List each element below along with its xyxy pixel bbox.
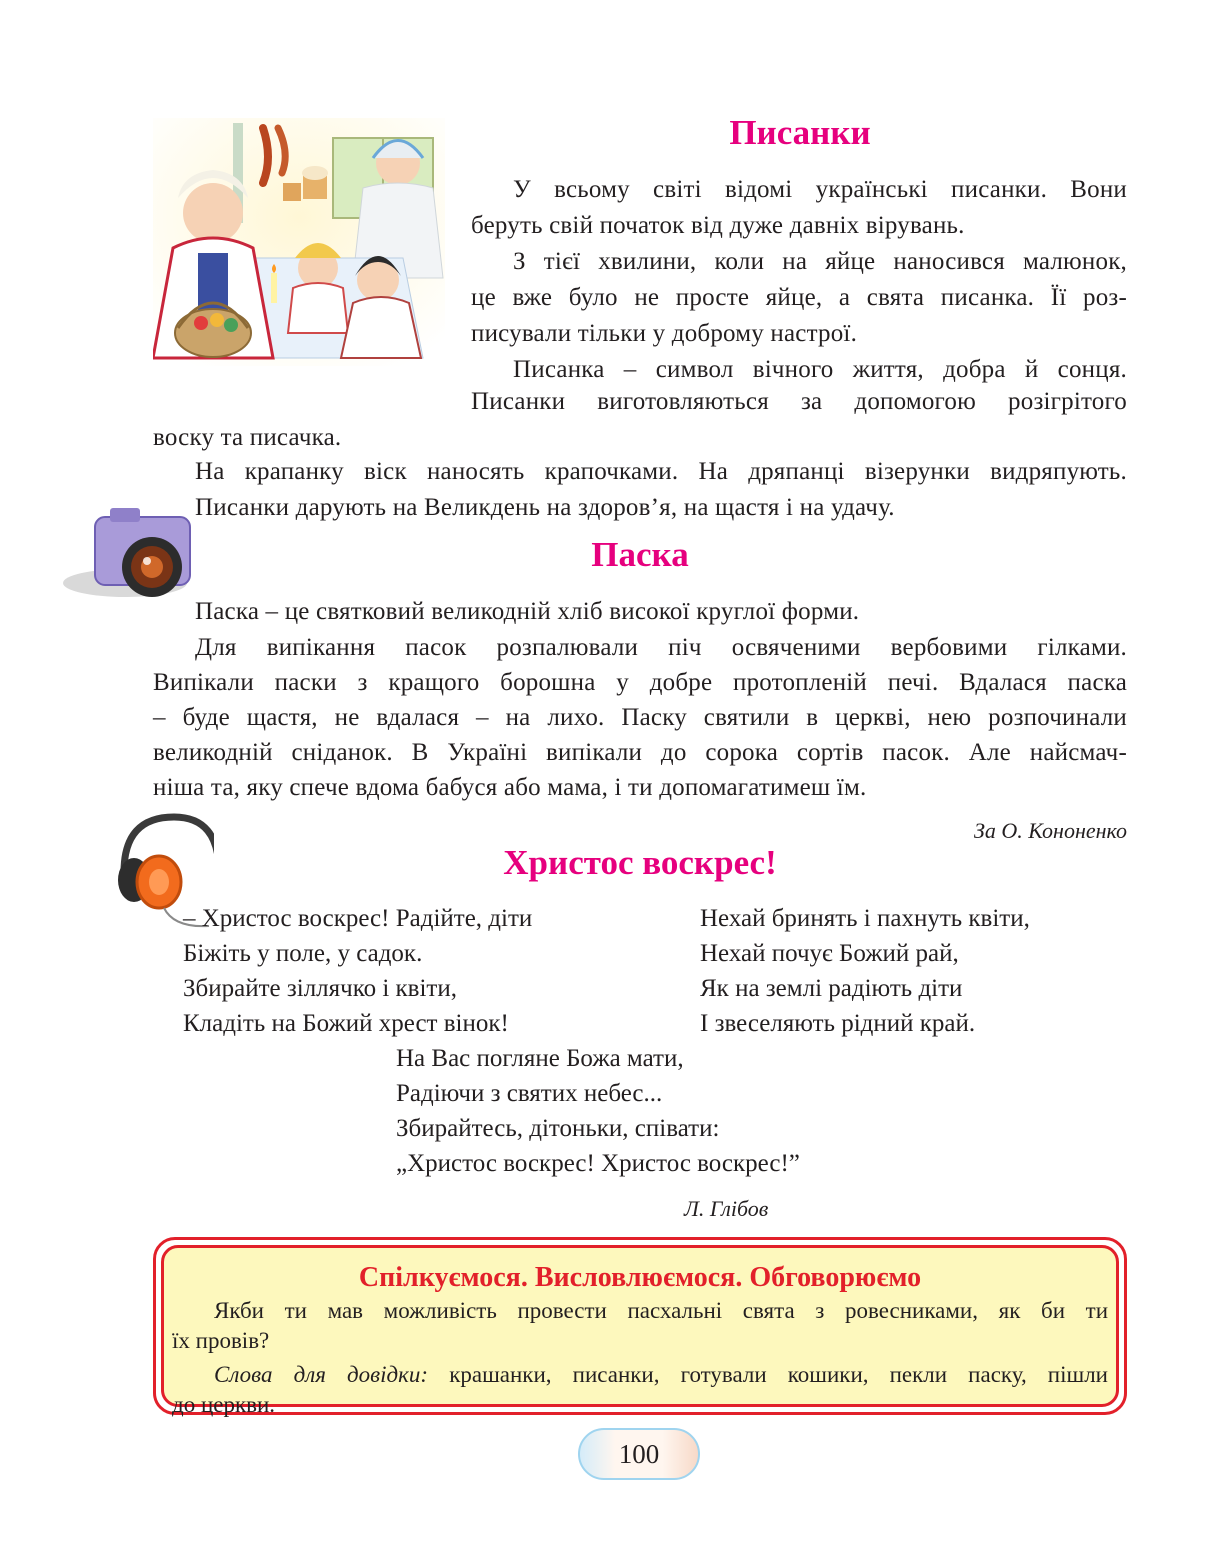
author-kononenko: За О. Кононенко <box>973 818 1127 843</box>
discussion-box <box>153 1237 1127 1415</box>
paragraph-line: воску та писачка. <box>153 424 342 451</box>
poem-line: Нехай почує Божий рай, <box>700 940 959 967</box>
discussion-hint <box>172 1360 1108 1420</box>
paragraph-line: ніша та, яку спече вдома бабуся або мама, і ти допомагатимеш їм. <box>153 774 867 801</box>
poem-line: Нехай бринять і пахнуть квіти, <box>700 905 1030 932</box>
discussion-question-line1: Якби ти мав можливість провести пасхальні свята з ровесниками, як би ти <box>214 1298 1108 1323</box>
section-title-pysanky: Писанки <box>729 113 871 152</box>
paragraph-line: Паска – це святковий великодній хліб високої круглої форми. <box>195 598 860 625</box>
paragraph-line: Для випікання пасок розпалювали піч освяченими вербовими гілками. <box>195 634 1127 661</box>
section-title-poem: Христос воскрес! <box>503 843 777 882</box>
paragraph-line: беруть свій початок від дуже давніх вірувань. <box>471 212 965 239</box>
poem-line: Збирайте зіллячко і квіти, <box>183 975 457 1002</box>
poem-line: Збирайтесь, дітоньки, співати: <box>396 1115 720 1142</box>
poem-line: На Вас погляне Божа мати, <box>396 1045 684 1072</box>
poem-line: Радіючи з святих небес... <box>396 1080 663 1107</box>
paragraph-line: Писанки дарують на Великдень на здоров’я, на щастя і на удачу. <box>195 494 895 521</box>
poem-line: „Христос воскрес! Христос воскрес!” <box>396 1150 800 1177</box>
poem-line: Кладіть на Божий хрест вінок! <box>183 1010 509 1037</box>
discussion-hint-line1 <box>172 1360 1108 1390</box>
poem-line: І звеселяють рідний край. <box>700 1010 976 1037</box>
paragraph-line: Писанка – символ вічного життя, добра й сонця. <box>513 356 1127 383</box>
hint-words: крашанки, писанки, готували кошики, пекли паску, пішли <box>428 1362 1108 1387</box>
paragraph-line: великодній сніданок. В Україні випікали до сорока сортів пасок. Але найсмач- <box>153 739 1127 766</box>
page-number: 100 <box>578 1428 700 1480</box>
discussion-box-inner <box>161 1245 1119 1417</box>
poem-line: Біжіть у поле, у садок. <box>183 940 423 967</box>
discussion-title: Спілкуємося. Висловлюємося. Обговорюємо <box>358 1262 922 1293</box>
poem-line: Як на землі радіють діти <box>700 975 963 1002</box>
paragraph-line: це вже було не просте яйце, а свята писанка. Її роз- <box>471 284 1127 311</box>
poem-line: – Христос воскрес! Радійте, діти <box>183 905 533 932</box>
discussion-question <box>172 1296 1108 1356</box>
paragraph-line: У всьому світі відомі українські писанки. Вони <box>513 176 1127 203</box>
author-glibov: Л. Глібов <box>684 1196 769 1221</box>
paragraph-line: писували тільки у доброму настрої. <box>471 320 858 347</box>
paragraph-line: Писанки виготовляються за допомогою розігрітого <box>471 388 1127 415</box>
section-title-paska: Паска <box>591 535 689 574</box>
paragraph-line: Випікали паски з кращого борошна у добре протопленій печі. Вдалася паска <box>153 669 1127 696</box>
easter-illustration <box>153 118 445 366</box>
camera-icon <box>55 505 200 605</box>
discussion-hint-line2: до церкви. <box>172 1392 276 1417</box>
paragraph-line: З тієї хвилини, коли на яйце наносився малюнок, <box>513 248 1127 275</box>
paragraph-line: – буде щастя, не вдалася – на лихо. Паску святили в церкві, нею розпочинали <box>153 704 1127 731</box>
hint-label: Слова для довідки: <box>214 1362 429 1387</box>
paragraph-line: На крапанку віск наносять крапочками. На дряпанці візерунки видряпують. <box>195 458 1127 485</box>
discussion-question-line2: їх провів? <box>172 1328 270 1353</box>
